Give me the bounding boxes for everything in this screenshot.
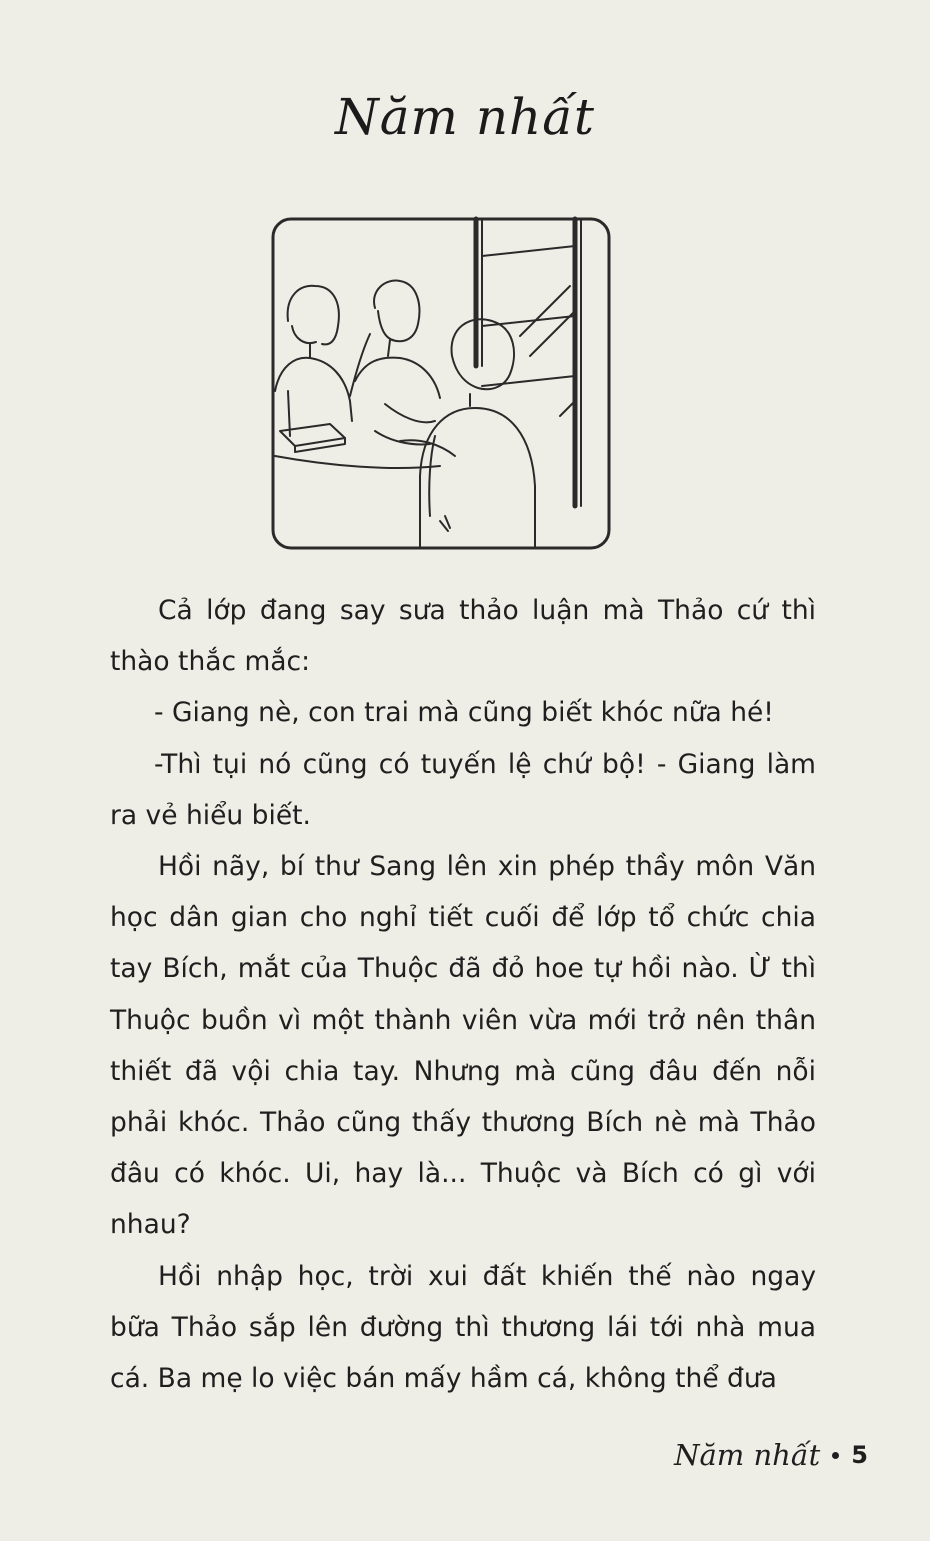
paragraph-3: -Thì tụi nó cũng có tuyến lệ chứ bộ! - Giang làm ra vẻ hiểu biết. xyxy=(110,748,816,831)
page-number: 5 xyxy=(851,1441,868,1469)
running-title: Năm nhất xyxy=(674,1438,821,1472)
chapter-title: Năm nhất xyxy=(334,88,595,146)
page-footer xyxy=(674,1438,868,1472)
paragraph-1: Cả lớp đang say sưa thảo luận mà Thảo cứ thì thào thắc mắc: xyxy=(110,595,816,678)
body-text xyxy=(110,585,816,1404)
paragraph-4: Hồi nãy, bí thư Sang lên xin phép thầy môn Văn học dân gian cho nghỉ tiết cuối để lớp tổ chức chia tay Bích, mắt của Thuộc đã đỏ hoe tự hồi nào. Ừ thì Thuộc buồn vì một thành viên vừa mới trở nên thân thiết đã vội chia tay. Nhưng mà cũng đâu đến nỗi phải khóc. Thảo cũng thấy thương Bích nè mà Thảo đâu có khóc. Ui, hay là... Thuộc và Bích có gì với nhau? xyxy=(110,851,816,1241)
bullet-separator-icon xyxy=(832,1452,839,1459)
paragraph-5: Hồi nhập học, trời xui đất khiến thế nào ngay bữa Thảo sắp lên đường thì thương lái tới nhà mua cá. Ba mẹ lo việc bán mấy hầm cá, không thể đưa xyxy=(110,1260,816,1395)
paragraph-2: - Giang nè, con trai mà cũng biết khóc nữa hé! xyxy=(154,697,774,729)
classroom-sketch-icon xyxy=(270,216,612,551)
